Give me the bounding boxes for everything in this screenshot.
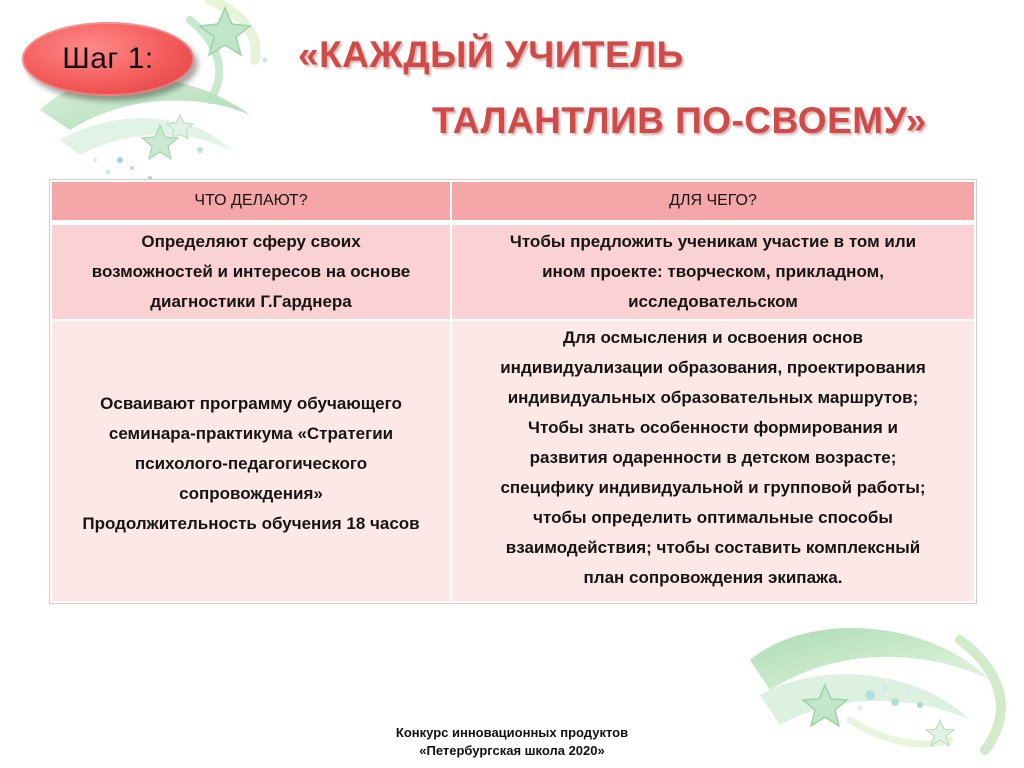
footer <box>0 724 1024 760</box>
text-line: Для осмысления и освоения основ <box>562 328 864 347</box>
footer-line-2: «Петербургская школа 2020» <box>419 743 605 758</box>
header-why: ДЛЯ ЧЕГО? <box>451 181 975 223</box>
text-line: индивидуальных образовательных маршрутов; <box>507 388 919 407</box>
text-line: Определяют сферу своих <box>141 232 361 251</box>
text-line: индивидуализации образования, проектирования <box>500 358 926 377</box>
text-line: план сопровождения экипажа. <box>583 568 843 587</box>
text-line: ином проекте: творческом, прикладном, <box>542 262 884 281</box>
cell-why <box>451 223 975 321</box>
slide-title-line-2: ТАЛАНТЛИВ ПО-СВОЕМУ» <box>432 100 927 141</box>
text-line: семинара-практикума «Стратегии <box>108 424 394 443</box>
footer-line-1: Конкурс инновационных продуктов <box>395 725 629 740</box>
decorative-swirl-top-icon <box>0 0 330 190</box>
cell-what <box>51 223 451 321</box>
text-line: развития одаренности в детском возрасте; <box>529 448 897 467</box>
cell-why <box>451 320 975 602</box>
step-badge <box>22 22 194 96</box>
cell-what <box>51 320 451 602</box>
header-what: ЧТО ДЕЛАЮТ? <box>51 181 451 223</box>
text-line: психолого-педагогического <box>134 454 368 473</box>
text-line: возможностей и интересов на основе <box>91 262 411 281</box>
step-label: Шаг 1: <box>62 42 154 75</box>
table-row <box>51 223 975 321</box>
text-line: Продолжительность обучения 18 часов <box>82 514 420 533</box>
text-line: Чтобы предложить ученикам участие в том или <box>509 232 917 251</box>
slide-title-line-1: «КАЖДЫЙ УЧИТЕЛЬ <box>298 34 684 75</box>
text-line: взаимодействия; чтобы составить комплексный <box>505 538 921 557</box>
text-line: диагностики Г.Гарднера <box>150 292 352 311</box>
text-line: исследовательском <box>628 292 798 311</box>
text-line: специфику индивидуальной и групповой работы; <box>500 478 926 497</box>
text-line: сопровождения» <box>179 484 323 503</box>
text-line: Чтобы знать особенности формирования и <box>528 418 898 437</box>
table-header-row <box>51 181 975 223</box>
text-line: Осваивают программу обучающего <box>100 394 402 413</box>
content-table <box>50 180 976 603</box>
table-row <box>51 320 975 602</box>
text-line: чтобы определить оптимальные способы <box>533 508 893 527</box>
